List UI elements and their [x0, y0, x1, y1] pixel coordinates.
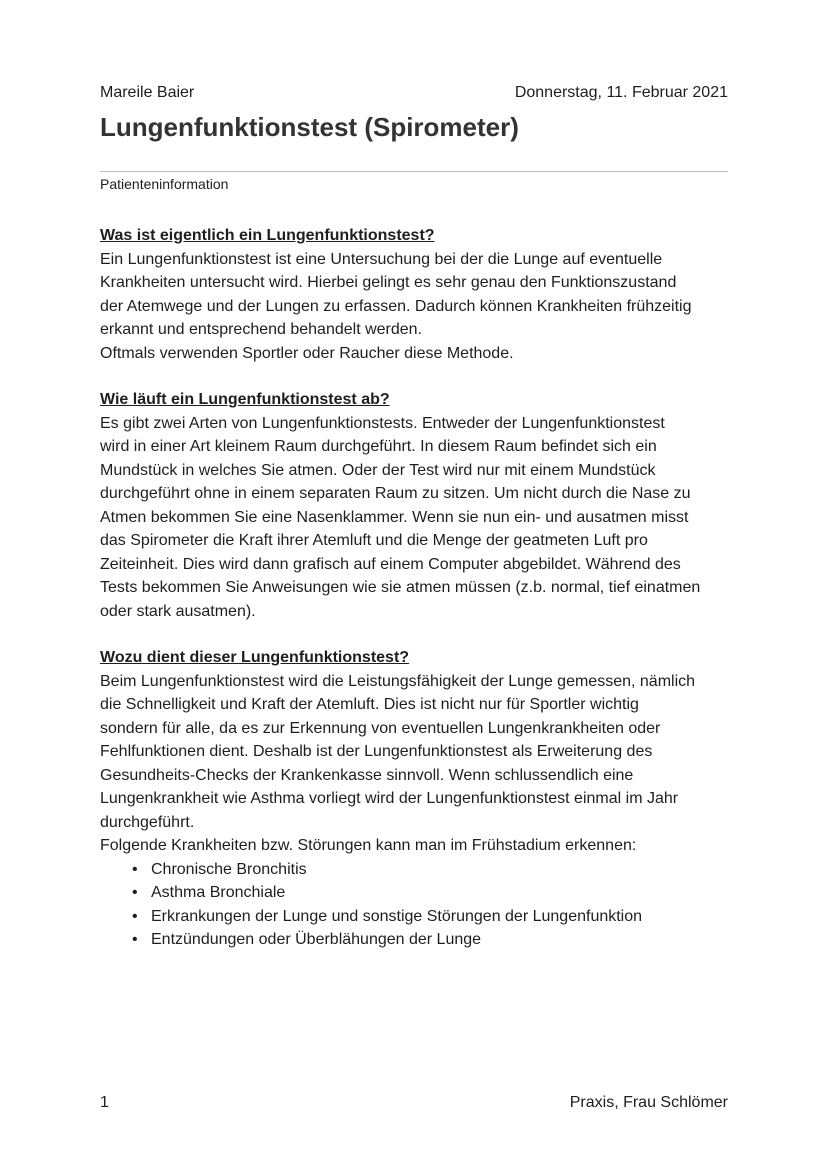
text-line: Ein Lungenfunktionstest ist eine Untersuchung bei der die Lunge auf eventuelle: [100, 250, 663, 268]
author: Mareile Baier: [100, 84, 195, 101]
list-item: • Entzündungen oder Überblähungen der Lunge: [132, 928, 740, 952]
list-item: • Chronische Bronchitis: [132, 858, 740, 882]
section-heading: Wie läuft ein Lungenfunktionstest ab?: [100, 391, 390, 408]
text-line: Es gibt zwei Arten von Lungenfunktionstests. Entweder der Lungenfunktionstest: [100, 414, 665, 432]
text-line: Atmen bekommen Sie eine Nasenklammer. Wenn sie nun ein- und ausatmen misst: [100, 508, 689, 526]
bullet-list: [100, 858, 740, 952]
text-line: Lungenkrankheit wie Asthma vorliegt wird der Lungenfunktionstest einmal im Jahr: [100, 790, 679, 807]
text-line: Gesundheits-Checks der Krankenkasse sinnvoll. Wenn schlussendlich eine: [100, 766, 634, 784]
section-purpose: [100, 646, 740, 952]
divider: [100, 171, 728, 172]
section-heading: Wozu dient dieser Lungenfunktionstest?: [100, 649, 410, 666]
text-line: der Atemwege und der Lungen zu erfassen. Dadurch können Krankheiten frühzeitig: [100, 297, 692, 315]
section-heading: Was ist eigentlich ein Lungenfunktionstest?: [100, 227, 435, 244]
text-line: durchgeführt ohne in einem separaten Raum zu sitzen. Um nicht durch die Nase zu: [100, 485, 691, 502]
text-line: Tests bekommen Sie Anweisungen wie sie atmen müssen (z.b. normal, tief einatmen: [100, 579, 701, 596]
text-line: erkannt und entsprechend behandelt werden.: [100, 321, 423, 338]
text-line: wird in einer Art kleinem Raum durchgeführt. In diesem Raum befindet sich ein: [100, 438, 657, 455]
text-line: Mundstück in welches Sie atmen. Oder der Test wird nur mit einem Mundstück: [100, 461, 656, 479]
section-how: [100, 388, 740, 623]
list-item: • Asthma Bronchiale: [132, 881, 740, 905]
text-line: sondern für alle, da es zur Erkennung von eventuellen Lungenkrankheiten oder: [100, 719, 661, 737]
date: Donnerstag, 11. Februar 2021: [514, 84, 728, 101]
text-line: Oftmals verwenden Sportler oder Raucher diese Methode.: [100, 344, 514, 362]
text-line: durchgeführt.: [100, 813, 195, 831]
footer-practice: Praxis, Frau Schlömer: [569, 1094, 728, 1111]
text-line: das Spirometer die Kraft ihrer Atemluft und die Menge der geatmeten Luft pro: [100, 532, 648, 549]
text-line: die Schnelligkeit und Kraft der Atemluft. Dies ist nicht nur für Sportler wichtig: [100, 696, 639, 713]
text-line: oder stark ausatmen).: [100, 602, 256, 620]
text-line: Zeiteinheit. Dies wird dann grafisch auf einem Computer abgebildet. Während des: [100, 555, 681, 573]
text-line: Beim Lungenfunktionstest wird die Leistungsfähigkeit der Lunge gemessen, nämlich: [100, 672, 696, 690]
page-title: Lungenfunktionstest (Spirometer): [100, 112, 519, 142]
text-line: Krankheiten untersucht wird. Hierbei gelingt es sehr genau den Funktionszustand: [100, 274, 677, 291]
subtitle: Patienteninformation: [100, 176, 229, 192]
text-line: Folgende Krankheiten bzw. Störungen kann man im Frühstadium erkennen:: [100, 837, 637, 854]
list-item: • Erkrankungen der Lunge und sonstige Störungen der Lungenfunktion: [132, 905, 740, 929]
page-number: 1: [100, 1094, 109, 1111]
section-what: [100, 224, 740, 365]
text-line: Fehlfunktionen dient. Deshalb ist der Lungenfunktionstest als Erweiterung des: [100, 743, 653, 760]
